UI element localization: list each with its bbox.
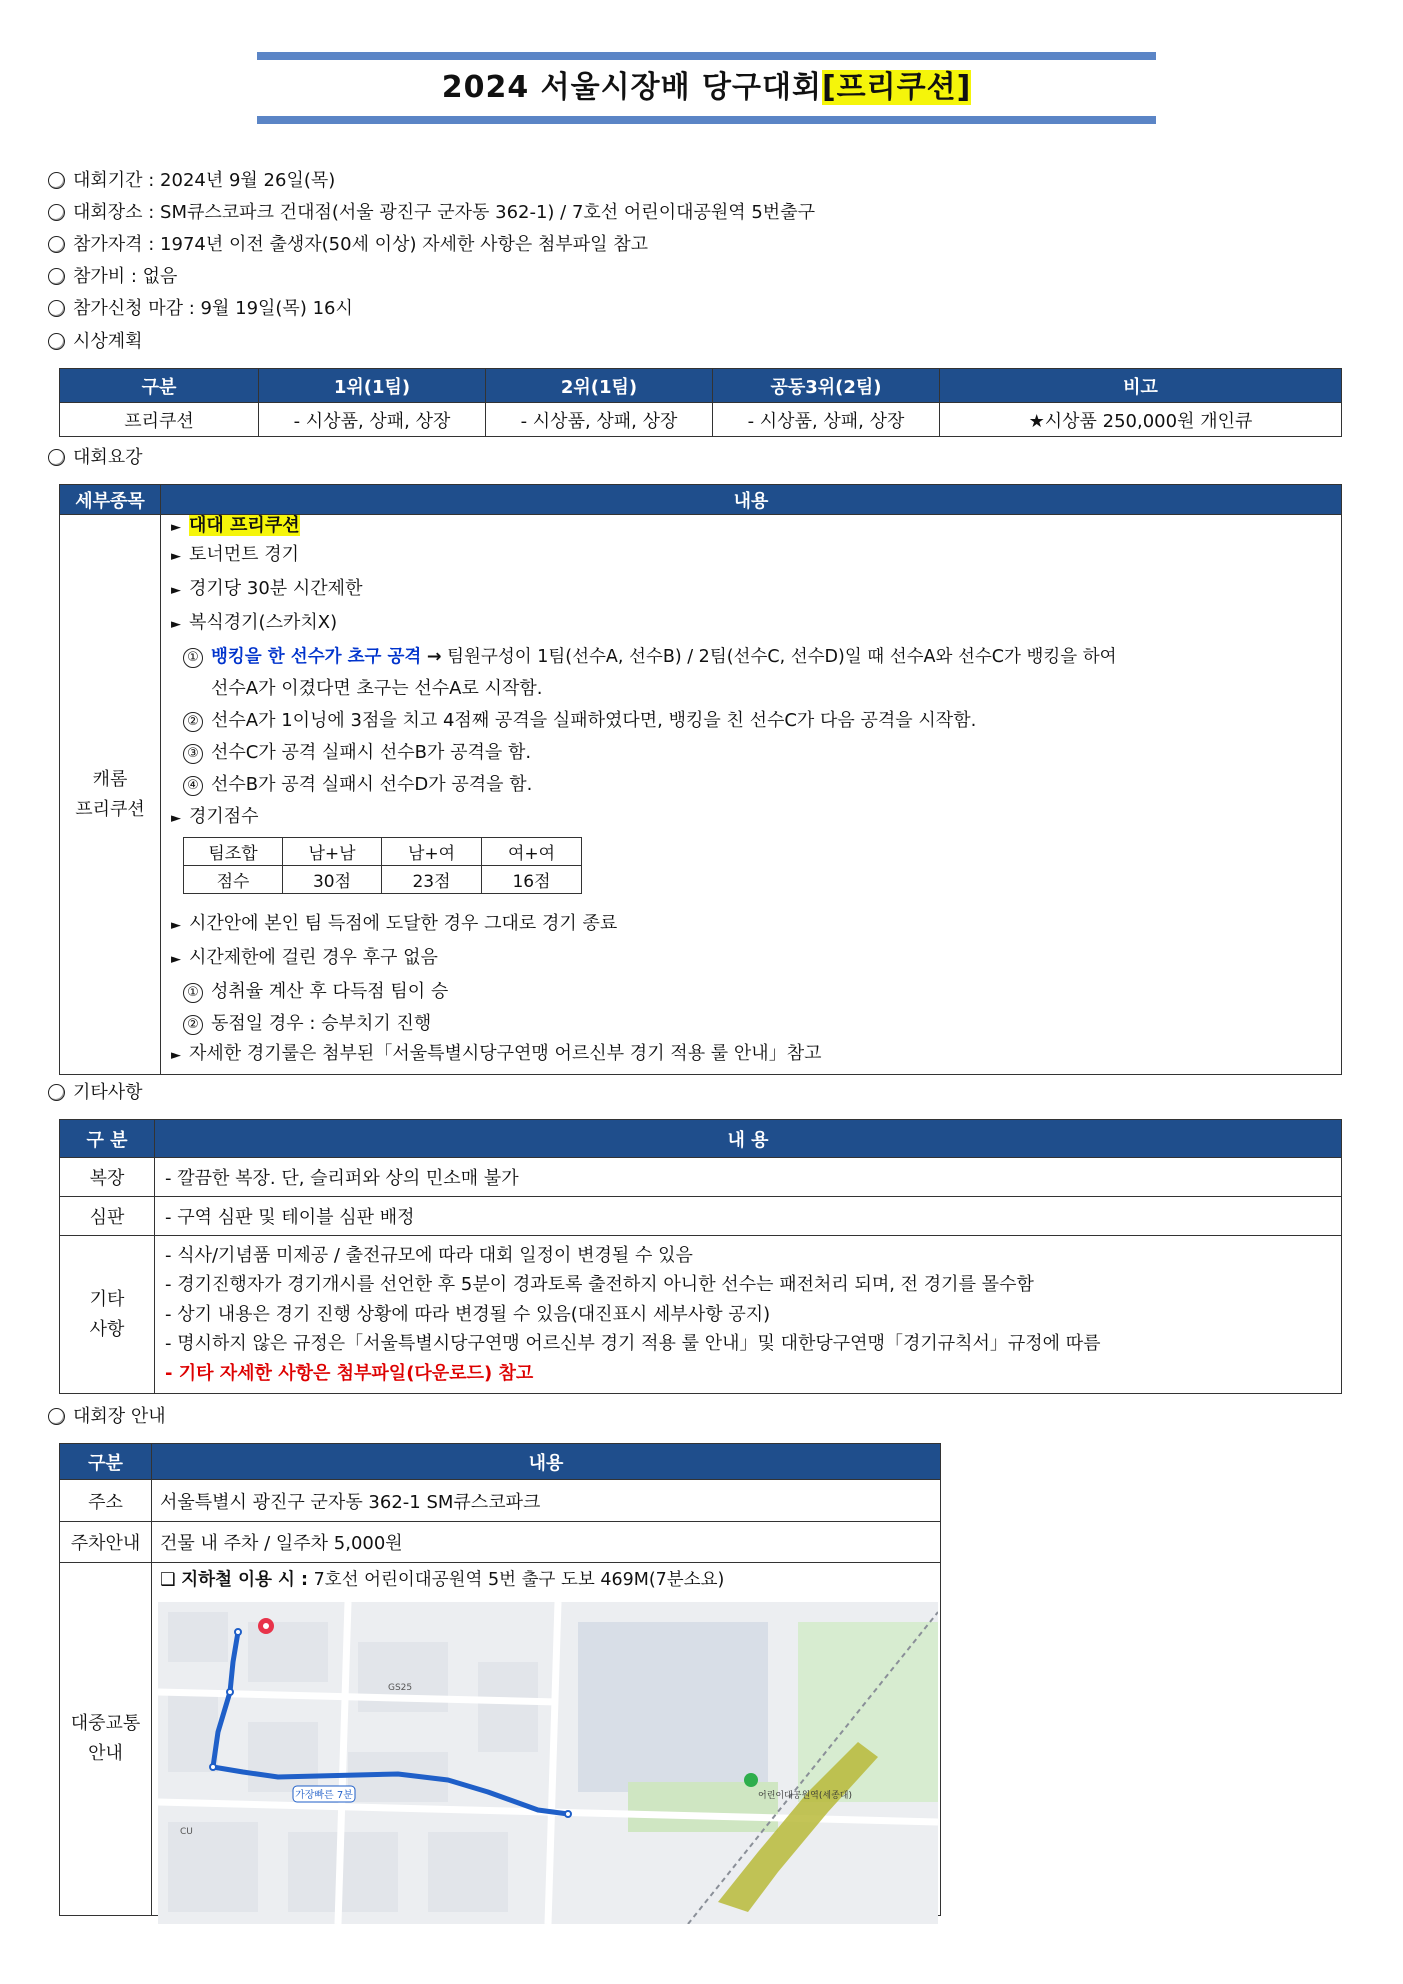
score-table [183, 837, 582, 894]
info-text: 대회기간 : 2024년 9월 26일(목) [73, 170, 336, 191]
triangle-bullet-icon: ► [171, 520, 181, 535]
info-fee [48, 265, 177, 289]
route-label: 가장빠른 7분 [295, 1790, 353, 1801]
prize-cell: - 시상품, 상패, 상장 [486, 403, 713, 437]
venue-label: 주소 [60, 1480, 152, 1522]
rule-item [171, 1040, 1333, 1070]
transit-bold: 지하철 이용 시 : [181, 1570, 308, 1590]
circle-bullet-icon [48, 1084, 65, 1101]
misc-etc-item-red: - 기타 자세한 사항은 첨부파일(다운로드) 참고 [165, 1362, 534, 1384]
triangle-bullet-icon: ► [171, 549, 181, 564]
misc-etc-item: - 경기진행자가 경기개시를 선언한 후 5분이 경과토록 출전하지 아니한 선수는 패전처리 되며, 전 경기를 몰수함 [165, 1274, 1034, 1296]
route-map[interactable] [158, 1602, 938, 1924]
rules-content [161, 515, 1342, 1075]
info-text: 시상계획 [73, 331, 143, 352]
rule-text-highlight: 대대 프리쿠션 [189, 515, 300, 536]
venue-label: 대중교통 안내 [60, 1563, 152, 1916]
circle-bullet-icon [48, 333, 65, 350]
prize-cell: - 시상품, 상패, 상장 [713, 403, 940, 437]
rules-header: 내용 [161, 485, 1342, 515]
page-title [257, 60, 1156, 116]
cu-label: CU [180, 1827, 193, 1837]
prize-cell: ★시상품 250,000원 개인큐 [940, 403, 1342, 437]
station-icon [744, 1773, 758, 1787]
circle-bullet-icon [48, 204, 65, 221]
rule-item [171, 801, 1333, 835]
misc-value: - 구역 심판 및 테이블 심판 배정 [155, 1197, 1342, 1236]
heading-text: 대회장 안내 [73, 1406, 166, 1427]
misc-table [59, 1119, 1342, 1394]
transit-line [160, 1566, 940, 1591]
rule-text: 경기점수 [189, 806, 259, 827]
info-deadline [48, 297, 353, 321]
prize-header: 1위(1팀) [259, 369, 486, 403]
checkbox-icon: ❑ [160, 1570, 176, 1590]
rule-text: 복식경기(스카치X) [189, 612, 338, 633]
title-main: 2024 서울시장배 당구대회 [441, 70, 822, 105]
venue-label: 주차안내 [60, 1522, 152, 1563]
misc-etc-item: - 식사/기념품 미제공 / 출전규모에 따라 대회 일정이 변경될 수 있음 [165, 1244, 693, 1266]
rule-item [171, 942, 1333, 976]
info-venue [48, 201, 815, 225]
circle-bullet-icon [48, 1408, 65, 1425]
prize-header: 공동3위(2팀) [713, 369, 940, 403]
info-prize-heading [48, 330, 143, 354]
triangle-bullet-icon: ► [171, 918, 181, 933]
heading-text: 기타사항 [73, 1082, 143, 1103]
rule-item [171, 607, 1333, 641]
heading-text: 대회요강 [73, 447, 143, 468]
rule-text: 성취율 계산 후 다득점 팀이 승 [211, 981, 449, 1002]
triangle-bullet-icon: ► [171, 1048, 181, 1063]
prize-cell: 프리쿠션 [60, 403, 259, 437]
rule-subitem [171, 769, 1333, 801]
misc-header: 구 분 [60, 1120, 155, 1158]
misc-label: 복장 [60, 1158, 155, 1197]
rule-text-bold: 뱅킹을 한 선수가 초구 공격 [211, 647, 422, 667]
rule-text: 시간제한에 걸린 경우 후구 없음 [189, 947, 438, 968]
rule-item [171, 515, 1333, 539]
misc-etc-list [155, 1236, 1342, 1394]
venue-header: 구분 [60, 1444, 152, 1480]
park-area [628, 1782, 778, 1832]
title-highlight: [프리쿠션] [821, 70, 972, 105]
circle-bullet-icon [48, 268, 65, 285]
rule-subitem [171, 641, 1333, 673]
score-cell: 23점 [382, 866, 482, 894]
number-badge: ② [183, 1015, 203, 1035]
rule-text: 토너먼트 경기 [189, 544, 300, 565]
station-label: 어린이대공원역(세종대) [758, 1791, 852, 1801]
rule-text: 선수B가 공격 실패시 선수D가 공격을 함. [211, 774, 533, 795]
rules-header: 세부종목 [60, 485, 161, 515]
title-block [257, 52, 1156, 124]
venue-heading [48, 1405, 166, 1429]
map-svg [158, 1602, 938, 1924]
triangle-bullet-icon: ► [171, 811, 181, 826]
rule-text: 경기당 30분 시간제한 [189, 578, 363, 599]
score-cell: 30점 [283, 866, 382, 894]
prize-table [59, 368, 1342, 437]
rule-text: 팀원구성이 1팀(선수A, 선수B) / 2팀(선수C, 선수D)일 때 선수A와 선수C가 뱅킹을 하여 [447, 647, 1117, 667]
misc-value: - 깔끔한 복장. 단, 슬리퍼와 상의 민소매 불가 [155, 1158, 1342, 1197]
prize-header: 2위(1팀) [486, 369, 713, 403]
circle-bullet-icon [48, 172, 65, 189]
title-top-bar [257, 52, 1156, 60]
prize-cell: - 시상품, 상패, 상장 [259, 403, 486, 437]
triangle-bullet-icon: ► [171, 583, 181, 598]
rule-subitem-cont [171, 673, 1333, 705]
info-period [48, 169, 335, 193]
destination-pin-icon [258, 1618, 274, 1634]
prize-header: 구분 [60, 369, 259, 403]
rules-category: 캐롬 프리쿠션 [60, 515, 161, 1075]
campus-block [578, 1622, 768, 1792]
misc-label: 심판 [60, 1197, 155, 1236]
rule-text: 선수A가 이겼다면 초구는 선수A로 시작함. [211, 678, 543, 699]
prize-header: 비고 [940, 369, 1342, 403]
info-text: 참가신청 마감 : 9월 19일(목) 16시 [73, 298, 353, 319]
info-text: 대회장소 : SM큐스코파크 건대점(서울 광진구 군자동 362-1) / 7호선 어린이대공원역 5번출구 [73, 202, 815, 223]
number-badge: ④ [183, 776, 203, 796]
score-header: 남+남 [283, 838, 382, 866]
number-badge: ② [183, 712, 203, 732]
misc-heading [48, 1081, 143, 1105]
circle-bullet-icon [48, 236, 65, 253]
triangle-bullet-icon: ► [171, 952, 181, 967]
info-text: 참가자격 : 1974년 이전 출생자(50세 이상) 자세한 사항은 첨부파일 참고 [73, 234, 649, 255]
rules-heading [48, 446, 143, 470]
rule-text: 선수A가 1이닝에 3점을 치고 4점째 공격을 실패하였다면, 뱅킹을 친 선수C가 다음 공격을 시작함. [211, 710, 977, 731]
venue-value: 서울특별시 광진구 군자동 362-1 SM큐스코파크 [152, 1480, 941, 1522]
score-header: 팀조합 [184, 838, 283, 866]
rules-table [59, 484, 1342, 1075]
rule-text: 자세한 경기룰은 첨부된「서울특별시당구연맹 어르신부 경기 적용 룰 안내」참고 [189, 1043, 822, 1064]
rule-subitem [171, 705, 1333, 737]
title-bottom-bar [257, 116, 1156, 124]
misc-label: 기타 사항 [60, 1236, 155, 1394]
score-header: 남+여 [382, 838, 482, 866]
transit-text: 7호선 어린이대공원역 5번 출구 도보 469M(7분소요) [313, 1570, 725, 1590]
triangle-bullet-icon: ► [171, 617, 181, 632]
number-badge: ① [183, 648, 203, 668]
number-badge: ③ [183, 744, 203, 764]
rule-subitem [171, 737, 1333, 769]
rule-item [171, 539, 1333, 573]
park-area [798, 1622, 938, 1802]
misc-header: 내 용 [155, 1120, 1342, 1158]
rule-text: 선수C가 공격 실패시 선수B가 공격을 함. [211, 742, 532, 763]
venue-value: 건물 내 주차 / 일주차 5,000원 [152, 1522, 941, 1563]
circle-bullet-icon [48, 300, 65, 317]
rule-subitem [171, 976, 1333, 1008]
gs25-label: GS25 [388, 1683, 413, 1693]
venue-header: 내용 [152, 1444, 941, 1480]
rule-text: 시간안에 본인 팀 득점에 도달한 경우 그대로 경기 종료 [189, 913, 618, 934]
misc-etc-item: - 명시하지 않은 규정은「서울특별시당구연맹 어르신부 경기 적용 룰 안내」및 대한당구연맹「경기규칙서」규정에 따름 [165, 1333, 1101, 1355]
info-text: 참가비 : 없음 [73, 266, 178, 287]
rule-subitem [171, 1008, 1333, 1040]
number-badge: ① [183, 983, 203, 1003]
info-eligibility [48, 233, 648, 257]
arrow-icon: → [426, 647, 442, 667]
circle-bullet-icon [48, 449, 65, 466]
misc-etc-item: - 상기 내용은 경기 진행 상황에 따라 변경될 수 있음(대진표시 세부사항 공지) [165, 1303, 771, 1325]
rule-item [171, 908, 1333, 942]
score-header: 여+여 [482, 838, 582, 866]
rule-text: 동점일 경우 : 승부치기 진행 [211, 1013, 432, 1034]
score-cell: 점수 [184, 866, 283, 894]
score-cell: 16점 [482, 866, 582, 894]
rule-item [171, 573, 1333, 607]
